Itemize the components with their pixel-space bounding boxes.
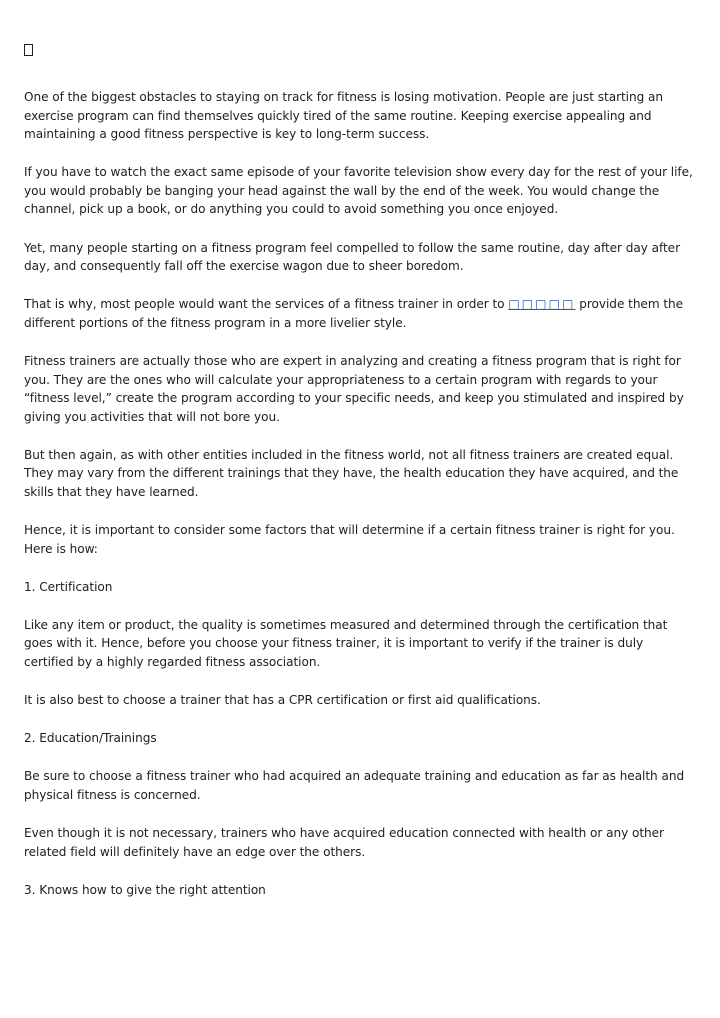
heading-education: 2. Education/Trainings: [24, 731, 157, 746]
inline-link[interactable]: □□□□□: [508, 297, 576, 312]
paragraph-tv-show: If you have to watch the exact same episode of your favorite television show every day for the rest of your life, you would probably be banging your head against the wall by the end of the week. You would change the channel, pick up a book, or do anything you could to avoid something you once enjoyed.: [24, 165, 693, 217]
paragraph-text-before-link: That is why, most people would want the services of a fitness trainer in order to: [24, 297, 509, 312]
paragraph-certification: Like any item or product, the quality is sometimes measured and determined through the certification that goes with it. Hence, before you choose your fitness trainer, it is important to verify if the trainer is duly certified by a highly regarded fitness association.: [24, 617, 668, 670]
paragraph-text-after-link: provide them the different portions of the fitness program in a more livelier style.: [24, 297, 684, 330]
paragraph-trainer-services: [24, 295, 696, 332]
missing-glyph-icon: [24, 44, 33, 56]
document-page: [24, 44, 696, 919]
paragraph-motivation: One of the biggest obstacles to staying on track for fitness is losing motivation. People are just starting an exercise program can find themselves quickly tired of the same routine. Keeping exercise appealing and maintaining a good fitness perspective is key to long-term success.: [24, 90, 664, 142]
paragraph-not-equal: But then again, as with other entities included in the fitness world, not all fitness trainers are created equal. They may vary from the different trainings that they have, the health education they have acquired, and the skills that they have learned.: [24, 447, 679, 499]
heading-certification: 1. Certification: [24, 579, 113, 594]
paragraph-cpr: It is also best to choose a trainer that has a CPR certification or first aid qualifications.: [24, 693, 541, 708]
paragraph-factors: Hence, it is important to consider some factors that will determine if a certain fitness trainer is right for you. Here is how:: [24, 523, 675, 556]
paragraph-same-routine: Yet, many people starting on a fitness program feel compelled to follow the same routine, day after day after day, and consequently fall off the exercise wagon due to sheer boredom.: [24, 240, 680, 274]
paragraph-education: Be sure to choose a fitness trainer who had acquired an adequate training and education as far as health and physical fitness is concerned.: [24, 769, 685, 802]
heading-attention: 3. Knows how to give the right attention: [24, 882, 266, 897]
paragraph-trainers-expert: Fitness trainers are actually those who are expert in analyzing and creating a fitness program that is right for you. They are the ones who will calculate your appropriateness to a certain program with regards to your “fitness level,” create the program according to your specific needs, and keep you stimulated and inspired by giving you activities that will not bore you.: [24, 353, 684, 424]
paragraph-related-field: Even though it is not necessary, trainers who have acquired education connected with health or any other related field will definitely have an edge over the others.: [24, 826, 664, 859]
